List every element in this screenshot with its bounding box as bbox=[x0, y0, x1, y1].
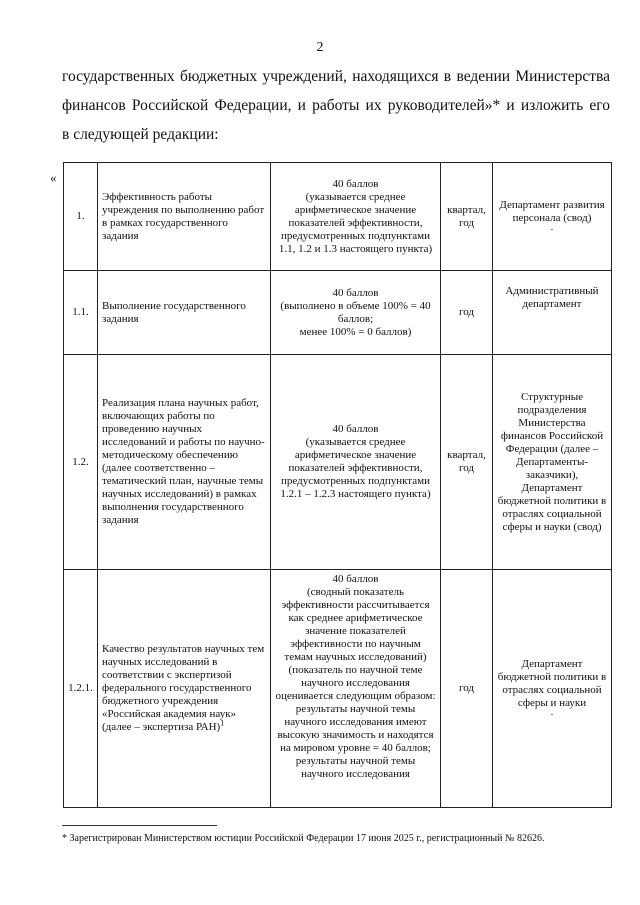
row-number: 1. bbox=[64, 163, 98, 271]
department-text: Департамент бюджетной политики в отраслях социальной сферы и науки bbox=[497, 657, 607, 709]
score-text: 40 баллов (указывается среднее арифметическое значение показателей эффективности, предусмотренных подпунктами 1.2.1 – 1.2.3 настоящего пункта) bbox=[280, 423, 431, 500]
indicator-name: Реализация плана научных работ, включающих работы по проведению научных исследований и работы по научно-методическому обеспечению (далее соответственно – тематический план, научные темы научных исследований) в рамках выполнения государственного задания bbox=[98, 355, 271, 570]
scan-dot-mark: · bbox=[550, 223, 554, 236]
table-row bbox=[64, 570, 612, 808]
responsible-department: Административный департамент bbox=[493, 271, 612, 355]
reporting-period: год bbox=[441, 570, 493, 808]
indicator-name: Выполнение государственного задания bbox=[98, 271, 271, 355]
page-number: 2 bbox=[316, 40, 324, 55]
indicators-table bbox=[63, 162, 612, 808]
row-number: 1.1. bbox=[64, 271, 98, 355]
opening-quote-mark: « bbox=[50, 170, 57, 185]
indicator-name bbox=[98, 570, 271, 808]
intro-paragraph bbox=[62, 62, 610, 149]
responsible-department bbox=[493, 163, 612, 271]
row-number: 1.2. bbox=[64, 355, 98, 570]
indicator-score bbox=[271, 570, 441, 808]
scan-dot-mark: · bbox=[550, 708, 554, 721]
indicator-score bbox=[271, 271, 441, 355]
score-text: 40 баллов (выполнено в объеме 100% = 40 баллов; менее 100% = 0 баллов) bbox=[280, 286, 431, 338]
score-text: 40 баллов (сводный показатель эффективности рассчитывается как среднее арифметическое значение показателей эффективности по научным темам научных исследований) (показатель по научной теме научного исследования оценивается следующим образом: результаты научной темы научного исследования имеют высокую значимость и находятся на мировом уровне = 40 баллов; результаты научной темы научного исследования bbox=[275, 573, 436, 780]
reporting-period bbox=[441, 355, 493, 570]
indicator-score bbox=[271, 163, 441, 271]
period-text: квартал, год bbox=[447, 449, 486, 474]
row-number: 1.2.1. bbox=[64, 570, 98, 808]
responsible-department: Структурные подразделения Министерства финансов Российской Федерации (далее – Департаменты-заказчики), Департамент бюджетной политики в отраслях социальной сферы и науки (свод) bbox=[493, 355, 612, 570]
reporting-period bbox=[441, 163, 493, 271]
period-text: квартал, год bbox=[447, 203, 486, 229]
table-row bbox=[64, 271, 612, 355]
indicator-name: Эффективность работы учреждения по выполнению работ в рамках государственного задания bbox=[98, 163, 271, 271]
footnote: * Зарегистрирован Министерством юстиции Российской Федерации 17 июня 2025 г., регистрационный № 82626. bbox=[62, 833, 545, 844]
footnote-divider bbox=[62, 825, 217, 826]
table-row bbox=[64, 163, 612, 271]
footnote-reference: 1 bbox=[220, 718, 225, 728]
reporting-period: год bbox=[441, 271, 493, 355]
intro-line-1: государственных бюджетных учреждений, находящихся в ведении Министерства bbox=[62, 68, 610, 85]
department-text: Департамент развития персонала (свод) bbox=[499, 198, 605, 224]
score-text: 40 баллов (указывается среднее арифметическое значение показателей эффективности, предусмотренных подпунктами 1.1, 1.2 и 1.3 настоящего пункта) bbox=[278, 177, 433, 255]
intro-line-3: в следующей редакции: bbox=[62, 126, 219, 143]
indicator-score bbox=[271, 355, 441, 570]
intro-line-2: финансов Российской Федерации, и работы их руководителей»* и изложить его bbox=[62, 97, 610, 114]
indicator-name-text: Качество результатов научных тем научных исследований в соответствии с экспертизой федерального государственного бюджетного учреждения «Российская академия наук» (далее – экспертиза РАН) bbox=[102, 643, 265, 733]
responsible-department bbox=[493, 570, 612, 808]
table-row bbox=[64, 355, 612, 570]
